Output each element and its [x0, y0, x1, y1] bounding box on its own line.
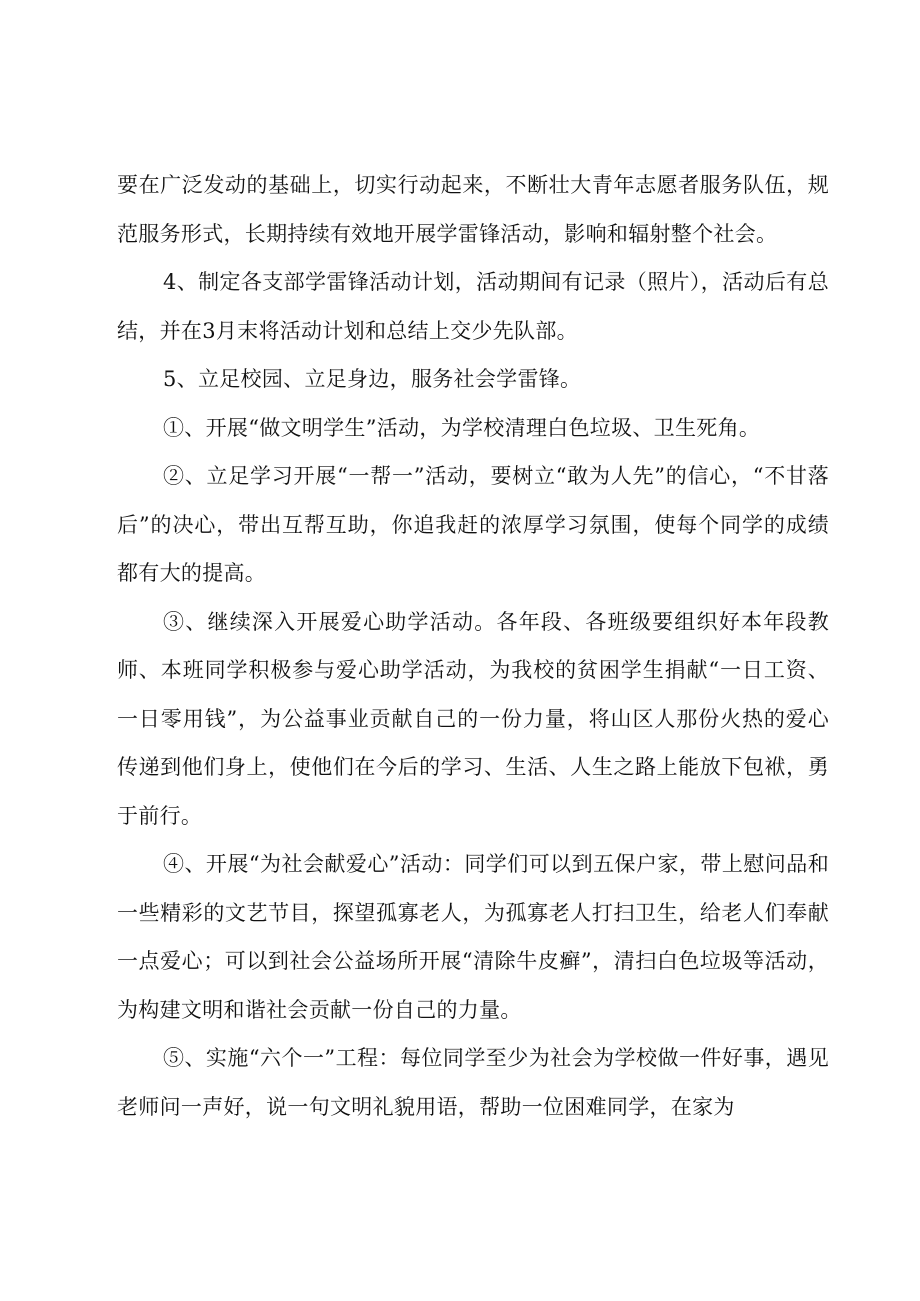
paragraph-7: ④、开展“为社会献爱心”活动：同学们可以到五保户家，带上慰问品和一些精彩的文艺节目，探望孤寡老人，为孤寡老人打扫卫生，给老人们奉献一点爱心；可以到社会公益场所开展“清除牛皮癣”，清扫白色垃圾等活动，为构建文明和谐社会贡献一份自己的力量。: [117, 852, 829, 1022]
paragraph-8: ⑤、实施“六个一”工程：每位同学至少为社会为学校做一件好事，遇见老师问一声好，说一句文明礼貌用语，帮助一位困难同学，在家为: [117, 1046, 829, 1119]
paragraph-5: ②、立足学习开展“一帮一”活动，要树立“敢为人先”的信心，“不甘落后”的决心，带出互帮互助，你追我赶的浓厚学习氛围，使每个同学的成绩都有大的提高。: [117, 464, 829, 585]
paragraph-6: ③、继续深入开展爱心助学活动。各年段、各班级要组织好本年段教师、本班同学积极参与爱心助学活动，为我校的贫困学生捐献“一日工资、一日零用钱”，为公益事业贡献自己的一份力量，将山区人那份火热的爱心传递到他们身上，使他们在今后的学习、生活、人生之路上能放下包袱，勇于前行。: [117, 609, 829, 828]
paragraph-2: 4、制定各支部学雷锋活动计划，活动期间有记录（照片），活动后有总结，并在3月末将活动计划和总结上交少先队部。: [117, 270, 829, 343]
paragraph-3: 5、立足校园、立足身边，服务社会学雷锋。: [163, 367, 582, 391]
paragraph-1: 要在广泛发动的基础上，切实行动起来，不断壮大青年志愿者服务队伍，规范服务形式，长期持续有效地开展学雷锋活动，影响和辐射整个社会。: [117, 173, 829, 246]
document-body: [117, 161, 829, 1131]
paragraph-4: ①、开展“做文明学生”活动，为学校清理白色垃圾、卫生死角。: [163, 415, 761, 440]
